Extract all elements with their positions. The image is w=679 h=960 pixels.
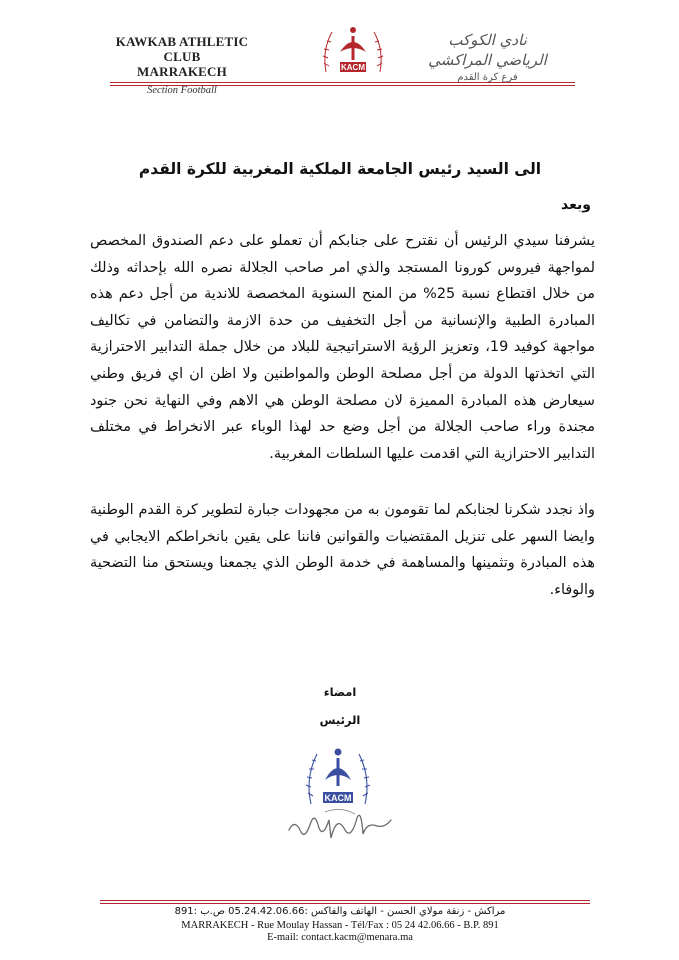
footer-rule bbox=[100, 900, 590, 901]
section-label-ar: فرع كرة القدم bbox=[457, 72, 518, 83]
club-name-fr bbox=[112, 34, 252, 96]
signature-label: امضاء bbox=[323, 685, 357, 699]
footer-email: E-mail: contact.kacm@menara.ma bbox=[267, 932, 413, 943]
handwritten-signature bbox=[285, 800, 395, 845]
paragraph-2: واذ نجدد شكرنا لجنابكم لما تقومون به من مجهودات جبارة لتطوير كرة القدم الوطنية وايضا السهر على تنزيل المقتضيات والقوانين فاننا على يقين بانخراطكم الايجابي في هذه المبادرة وتثمينها والمساهمة في خدمة الوطن الذي يجمعنا ويستحق منا التضحية والوفاء. bbox=[90, 502, 595, 598]
footer-address-ar: مراكش - زنقة مولاي الحسن - الهاتف والفاكس :05.24.42.06.66 ص.ب :891 bbox=[174, 906, 506, 917]
letter-title: الى السيد رئيس الجامعة الملكية المغربية للكرة القدم bbox=[138, 160, 542, 178]
logo-text: KACM bbox=[341, 63, 365, 72]
section-label: Section Football bbox=[147, 85, 217, 96]
header-rule-thin bbox=[110, 85, 575, 86]
stamp-logo-text: KACM bbox=[324, 793, 352, 803]
signatory-title: الرئيس bbox=[319, 713, 361, 727]
footer-rule-thin bbox=[100, 903, 590, 904]
club-name-line2: MARRAKECH bbox=[137, 64, 227, 79]
club-name-line1: KAWKAB ATHLETIC CLUB bbox=[115, 34, 249, 64]
header-rule bbox=[110, 82, 575, 83]
club-name-ar-block bbox=[425, 30, 550, 83]
club-logo bbox=[318, 22, 388, 80]
letter-opening: وبعد bbox=[561, 197, 591, 213]
footer-address-fr: MARRAKECH - Rue Moulay Hassan - Tél/Fax : 05 24 42.06.66 - B.P. 891 bbox=[181, 920, 499, 931]
paragraph-1: يشرفنا سيدي الرئيس أن نقترح على جنابكم أن تعملو على دعم الصندوق المخصص لمواجهة فيروس كورونا المستجد والذي امر صاحب الجلالة نصره الله بإحداثه وذلك من خلال اقتطاع نسبة 25% من المنح السنوية المخصصة للاندية من أجل دعم هذه المبادرة الطبية والإنسانية من أجل التخفيف من حدة الازمة والتضامن في تكاليف مواجهة كوفيد 19، وتعزيز الرؤية الاستراتيجية للبلاد من خلال جملة التدابير الاحترازية التي اتخذتها الدولة من أجل مصلحة الوطن والمواطنين ولا اظن ان اي فريق وطني سيعارض هذه المبادرة المميزة لان مصلحة الوطن هي الاهم وفي النهاية نحن جنود مجندة وراء صاحب الجلالة من أجل وضع حد لهذا الوباء عبر الانخراط في مختلف التدابير الاحترازية التي اقدمت عليها السلطات المغربية. bbox=[90, 233, 595, 462]
club-name-ar: نادي الكوكب الرياضي المراكشي bbox=[428, 31, 547, 69]
